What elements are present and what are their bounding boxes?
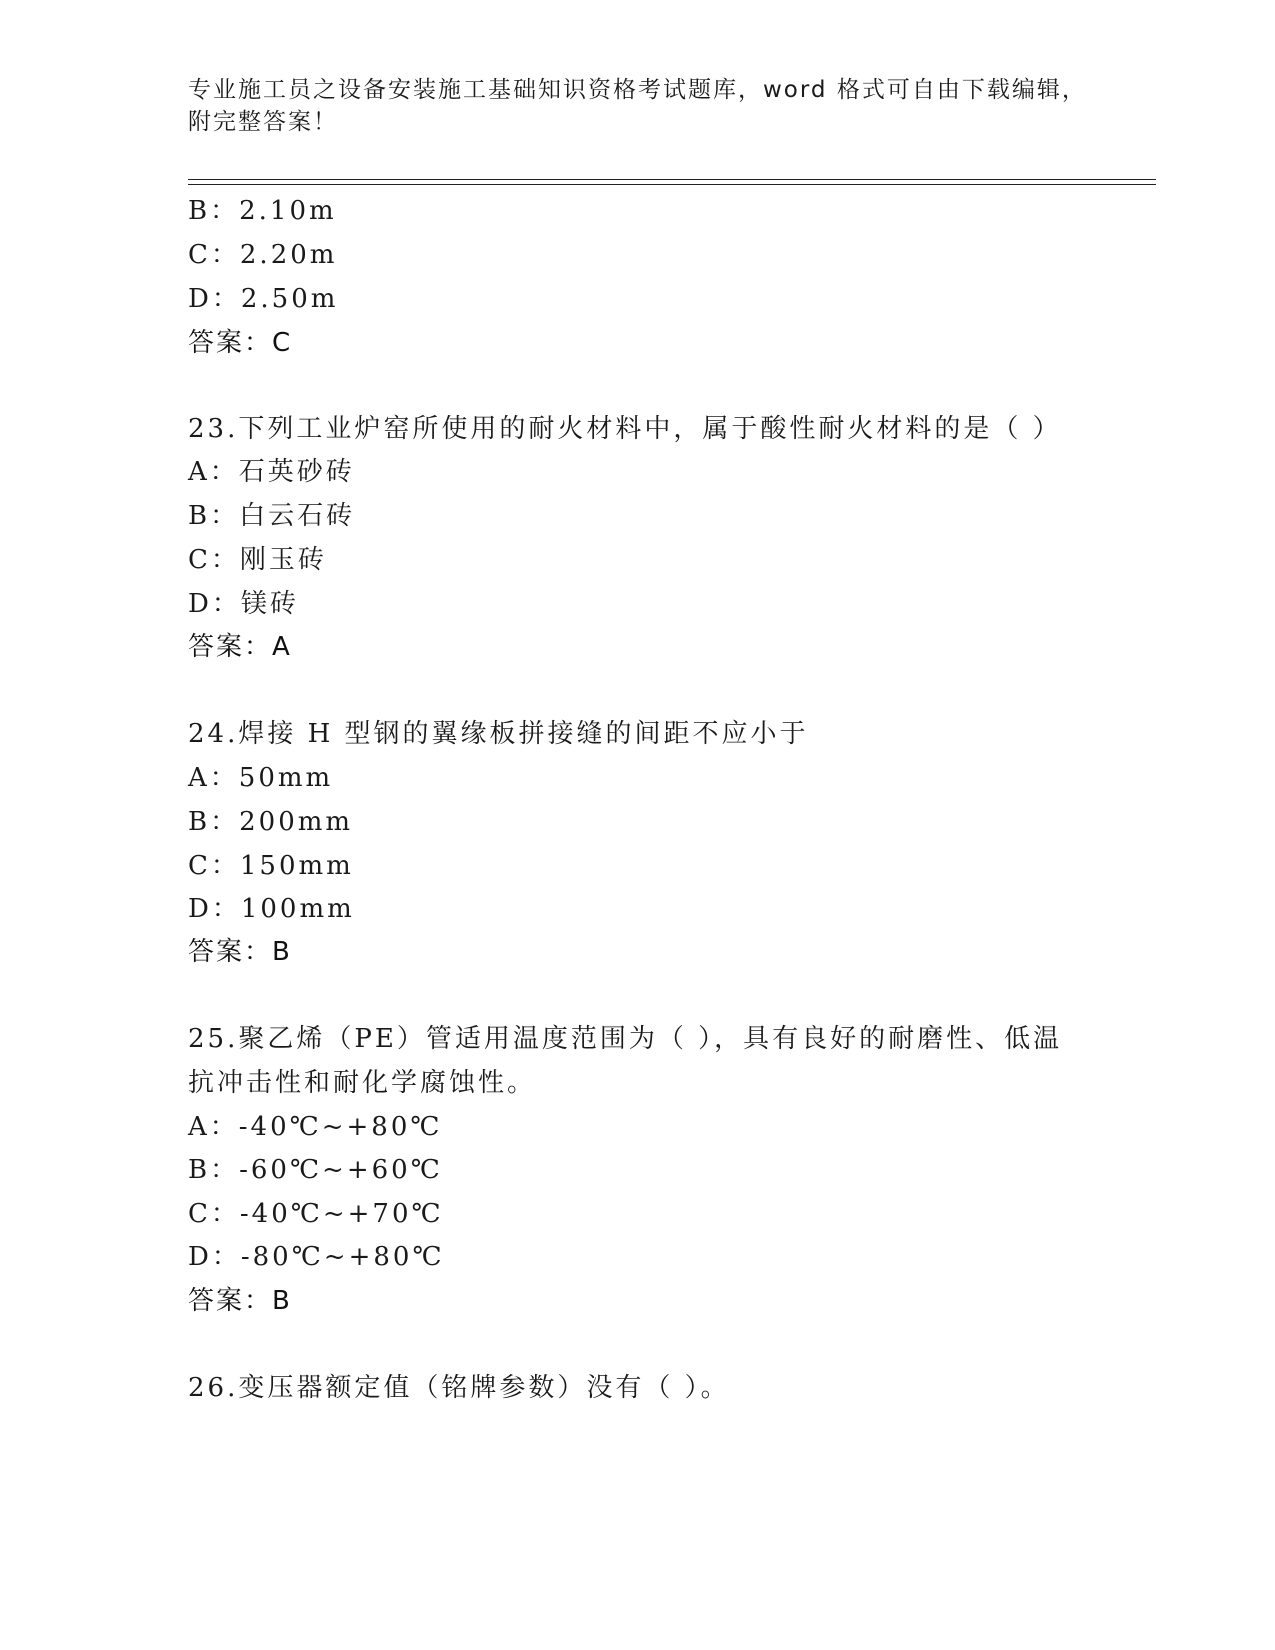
- option-c: C：150mm: [188, 851, 354, 881]
- question-25-line-1: 25.聚乙烯（PE）管适用温度范围为（ ），具有良好的耐磨性、低温: [188, 1024, 1063, 1054]
- option-b: B：200mm: [188, 807, 354, 837]
- question-26: 26.变压器额定值（铭牌参数）没有（ ）。: [188, 1373, 730, 1403]
- option-a: A：50mm: [188, 763, 334, 793]
- answer: 答案：B: [188, 937, 292, 967]
- option-b: B：2.10m: [188, 196, 337, 226]
- header-line-1: 专业施工员之设备安装施工基础知识资格考试题库，word 格式可自由下载编辑，: [188, 77, 1087, 103]
- question-25-line-2: 抗冲击性和耐化学腐蚀性。: [188, 1068, 537, 1098]
- option-d: D：-80℃~+80℃: [188, 1242, 445, 1272]
- option-d: D：2.50m: [188, 284, 339, 314]
- answer: 答案：B: [188, 1286, 292, 1316]
- document-header: [188, 74, 1088, 138]
- header-line-2: 附完整答案！: [188, 109, 338, 135]
- option-a: A：石英砂砖: [188, 457, 355, 487]
- question-23: 23.下列工业炉窑所使用的耐火材料中，属于酸性耐火材料的是（ ）: [188, 414, 1062, 444]
- option-b: B：-60℃~+60℃: [188, 1155, 443, 1185]
- option-d: D：镁砖: [188, 589, 299, 619]
- header-rule-top: [188, 179, 1156, 180]
- question-24: 24.焊接 H 型钢的翼缘板拼接缝的间距不应小于: [188, 719, 809, 749]
- option-a: A：-40℃~+80℃: [188, 1112, 443, 1142]
- answer: 答案：A: [188, 632, 292, 662]
- option-c: C：刚玉砖: [188, 545, 327, 575]
- option-d: D：100mm: [188, 894, 355, 924]
- answer: 答案：C: [188, 328, 293, 358]
- option-b: B：白云石砖: [188, 501, 356, 531]
- header-rule-bottom: [188, 184, 1156, 185]
- option-c: C：2.20m: [188, 240, 338, 270]
- option-c: C：-40℃~+70℃: [188, 1199, 444, 1229]
